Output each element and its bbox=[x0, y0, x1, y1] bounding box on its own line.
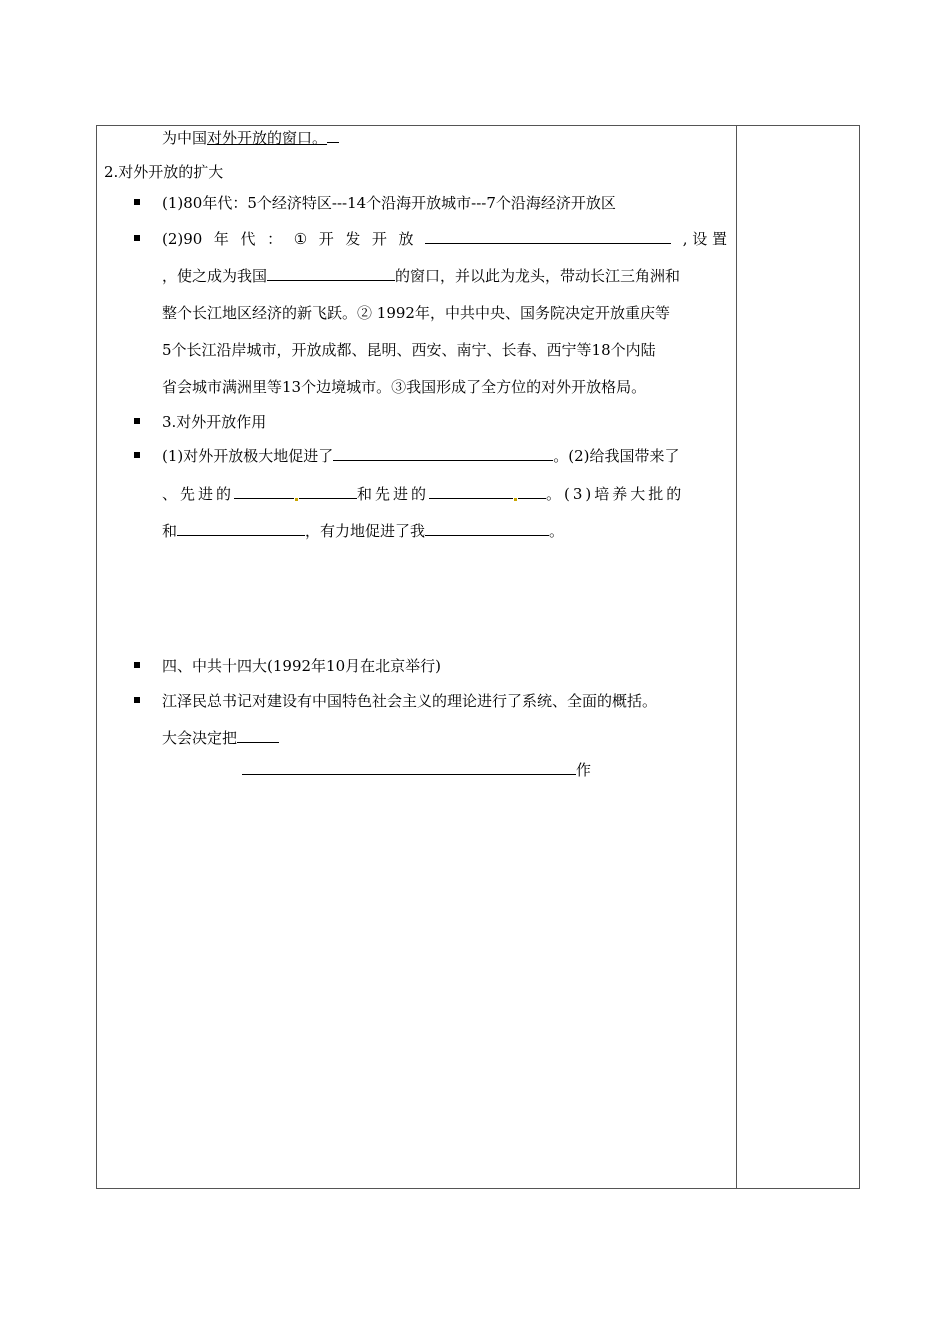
text-segment: 、先进的 bbox=[162, 485, 235, 503]
bullet-icon bbox=[134, 662, 140, 668]
fill-blank[interactable] bbox=[518, 484, 546, 499]
fill-blank[interactable] bbox=[425, 229, 671, 244]
marker-dot-icon bbox=[295, 498, 298, 501]
item-90s-line3: 整个长江地区经济的新飞跃。② 1992年，中共中央、国务院决定开放重庆等 bbox=[162, 304, 670, 322]
bullet-icon bbox=[134, 199, 140, 205]
text-char: 代 bbox=[240, 230, 256, 248]
bullet-icon bbox=[134, 235, 140, 241]
bullet-icon bbox=[134, 452, 140, 458]
marker-dot-icon bbox=[514, 498, 517, 501]
section2-heading: 2.对外开放的扩大 bbox=[104, 163, 224, 181]
text-segment: 。(3)培养大批的 bbox=[546, 485, 685, 503]
section3-heading: 3.对外开放作用 bbox=[162, 413, 267, 431]
section4-item: 江泽民总书记对建设有中国特色社会主义的理论进行了系统、全面的概括。 bbox=[162, 692, 658, 710]
section4-heading: 四、中共十四大(1992年10月在北京举行) bbox=[162, 657, 441, 675]
fill-blank[interactable] bbox=[267, 266, 395, 281]
fill-blank[interactable] bbox=[237, 728, 279, 743]
text-segment: 。 bbox=[549, 522, 565, 540]
bullet-icon bbox=[134, 697, 140, 703]
fill-blank[interactable] bbox=[177, 521, 305, 536]
text-char: (2)90 bbox=[162, 230, 203, 248]
fill-blank[interactable] bbox=[429, 484, 513, 499]
section4-decision bbox=[162, 728, 279, 748]
fill-blank[interactable] bbox=[242, 760, 576, 775]
intro-line bbox=[162, 128, 339, 148]
text-segment: 大会决定把 bbox=[162, 729, 238, 747]
text-segment: (1)对外开放极大地促进了 bbox=[162, 447, 334, 465]
text-segment: 的窗口，并以此为龙头，带动长江三角洲和 bbox=[395, 267, 681, 285]
text-segment: 和先进的 bbox=[357, 485, 430, 503]
text-char: 开 bbox=[318, 230, 334, 248]
text-segment: 和 bbox=[162, 522, 178, 540]
text-char: 放 bbox=[398, 230, 414, 248]
item-90s-line5: 省会城市满洲里等13个边境城市。③我国形成了全方位的对外开放格局。 bbox=[162, 378, 647, 396]
section4-last-line bbox=[242, 760, 591, 780]
table-column-divider bbox=[736, 125, 737, 1189]
fill-blank[interactable] bbox=[234, 484, 294, 499]
item-role-line1 bbox=[162, 446, 680, 466]
item-90s-line2 bbox=[162, 266, 680, 286]
text-segment: ，使之成为我国 bbox=[162, 267, 268, 285]
bullet-icon bbox=[134, 418, 140, 424]
text-char: ① bbox=[293, 230, 308, 248]
intro-prefix: 为中国 bbox=[162, 129, 208, 147]
text-char: 发 bbox=[345, 230, 361, 248]
text-end: , 设 置 bbox=[682, 230, 727, 248]
text-char: 年 bbox=[213, 230, 229, 248]
item-90s-line4: 5个长江沿岸城市，开放成都、昆明、西安、南宁、长春、西宁等18个内陆 bbox=[162, 341, 656, 359]
text-segment: ，有力地促进了我 bbox=[305, 522, 426, 540]
fill-blank[interactable] bbox=[425, 521, 549, 536]
text-char: 开 bbox=[371, 230, 387, 248]
text-segment: 作 bbox=[576, 761, 592, 779]
item-90s-line1 bbox=[162, 229, 727, 249]
text-char: ： bbox=[267, 230, 283, 248]
item-80s: (1)80年代：5个经济特区---14个沿海开放城市---7个沿海经济开放区 bbox=[162, 194, 616, 212]
fill-blank[interactable] bbox=[299, 484, 357, 499]
text-segment: 。(2)给我国带来了 bbox=[553, 447, 680, 465]
fill-blank[interactable] bbox=[333, 446, 553, 461]
item-role-line2 bbox=[162, 484, 684, 504]
intro-blank bbox=[327, 128, 339, 143]
item-role-line3 bbox=[162, 521, 564, 541]
intro-underlined: 对外开放的窗口。 bbox=[207, 129, 328, 147]
